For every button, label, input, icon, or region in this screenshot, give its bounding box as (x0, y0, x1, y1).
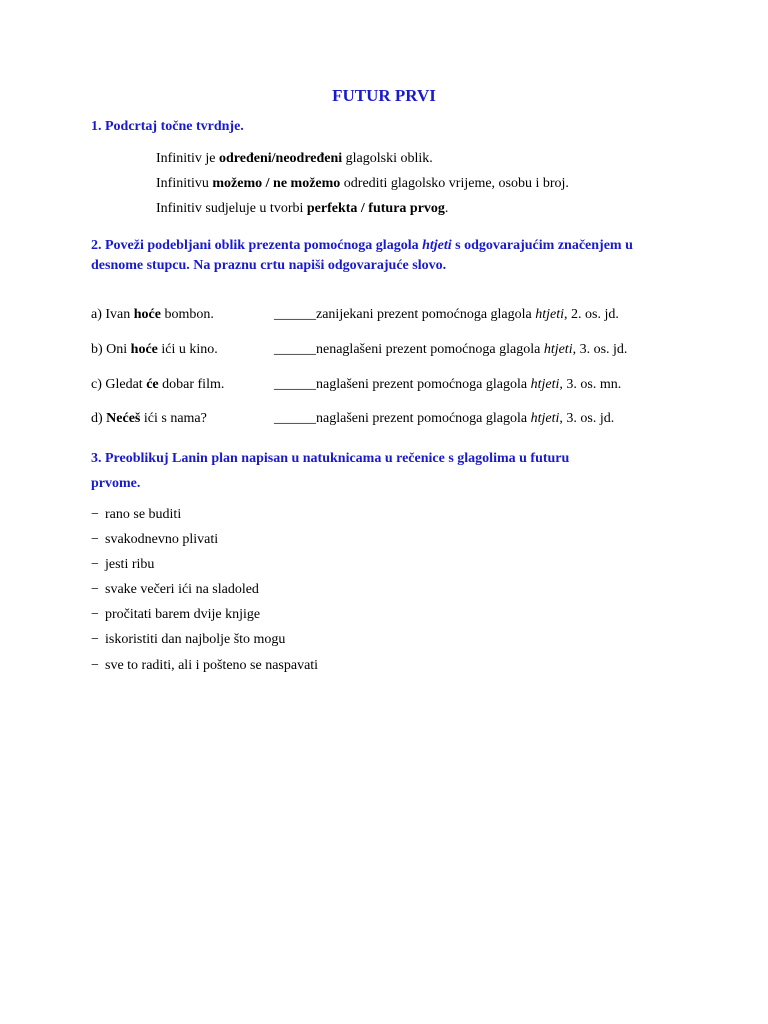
plan-item (91, 632, 285, 648)
dash-bullet: − (91, 557, 99, 572)
statement-text: Infinitivu (156, 176, 213, 191)
plan-item (91, 607, 260, 623)
plan-item-text: pročitati barem dvije knjige (105, 607, 261, 622)
sentence-verb: Nećeš (106, 411, 141, 426)
sentence (91, 342, 218, 358)
sentence-text: dobar film. (158, 377, 225, 392)
sentence (91, 377, 224, 393)
statement-text: glagolski oblik. (342, 151, 433, 166)
task1-statement (156, 176, 569, 192)
plan-item (91, 557, 154, 573)
plan-item (91, 658, 318, 674)
plan-item-text: sve to raditi, ali i pošteno se naspavati (105, 658, 319, 673)
meaning-text: nenaglašeni prezent pomoćnoga glagola (316, 342, 544, 357)
meaning-verb: htjeti (530, 377, 560, 392)
task1-heading: 1. Podcrtaj točne tvrdnje. (91, 119, 244, 134)
plan-item-text: iskoristiti dan najbolje što mogu (105, 632, 286, 647)
sentence-verb: će (146, 377, 159, 392)
meaning-text: naglašeni prezent pomoćnoga glagola (316, 411, 531, 426)
sentence (91, 411, 207, 427)
meaning-text: , 2. os. jd. (564, 307, 619, 322)
sentence-text: c) Gledat (91, 377, 147, 392)
dash-bullet: − (91, 607, 99, 622)
dash-bullet: − (91, 507, 99, 522)
sentence-verb: hoće (133, 307, 161, 322)
task3-heading (91, 446, 711, 496)
dash-bullet: − (91, 582, 99, 597)
plan-item (91, 532, 218, 548)
task1-statement (156, 201, 448, 217)
answer-blank[interactable]: ______ (274, 411, 316, 426)
plan-item-text: rano se buditi (105, 507, 182, 522)
statement-text: Infinitiv je (156, 151, 219, 166)
answer-blank[interactable]: ______ (274, 342, 316, 357)
plan-item-text: svake večeri ići na sladoled (105, 582, 259, 597)
plan-item-text: jesti ribu (105, 557, 155, 572)
plan-item (91, 582, 259, 598)
statement-choice: možemo / ne možemo (212, 176, 341, 191)
meaning-verb: htjeti (535, 307, 565, 322)
task1-statement (156, 151, 433, 167)
sentence-verb: hoće (130, 342, 158, 357)
meaning (316, 411, 614, 427)
meaning (316, 342, 627, 358)
meaning-verb: htjeti (530, 411, 560, 426)
statement-text: odrediti glagolsko vrijeme, osobu i broj. (340, 176, 569, 191)
heading-line: prvome. (91, 476, 141, 491)
plan-item-text: svakodnevno plivati (105, 532, 219, 547)
meaning-verb: htjeti (543, 342, 573, 357)
statement-choice: određeni/neodređeni (219, 151, 343, 166)
statement-text: Infinitiv sudjeluje u tvorbi (156, 201, 307, 216)
sentence-text: d) (91, 411, 107, 426)
dash-bullet: − (91, 632, 99, 647)
meaning-text: , 3. os. mn. (559, 377, 622, 392)
answer-blank[interactable]: ______ (274, 377, 316, 392)
meaning-text: , 3. os. jd. (572, 342, 628, 357)
sentence-text: ići s nama? (140, 411, 207, 426)
meaning (316, 307, 619, 323)
sentence-text: ići u kino. (157, 342, 218, 357)
task2-heading (91, 236, 651, 276)
page-title: FUTUR PRVI (332, 86, 436, 105)
sentence (91, 307, 214, 323)
sentence-text: a) Ivan (91, 307, 134, 322)
heading-line: 3. Preoblikuj Lanin plan napisan u natuknicama u rečenice s glagolima u futuru (91, 451, 570, 466)
meaning-text: zanijekani prezent pomoćnoga glagola (316, 307, 536, 322)
sentence-text: bombon. (160, 307, 214, 322)
meaning (316, 377, 621, 393)
dash-bullet: − (91, 532, 99, 547)
meaning-text: naglašeni prezent pomoćnoga glagola (316, 377, 531, 392)
plan-item (91, 507, 181, 523)
statement-choice: perfekta / futura prvog (306, 201, 445, 216)
heading-italic: htjeti (422, 238, 452, 253)
answer-blank[interactable]: ______ (274, 307, 316, 322)
meaning-text: , 3. os. jd. (559, 411, 615, 426)
statement-text: . (444, 201, 449, 216)
dash-bullet: − (91, 658, 99, 673)
heading-text: s odgovarajućim značenjem u desnome stupcu. Na praznu crtu napiši odgovarajuće slovo. (91, 238, 633, 273)
heading-text: 2. Poveži podebljani oblik prezenta pomoćnoga glagola (91, 238, 423, 253)
sentence-text: b) Oni (91, 342, 131, 357)
